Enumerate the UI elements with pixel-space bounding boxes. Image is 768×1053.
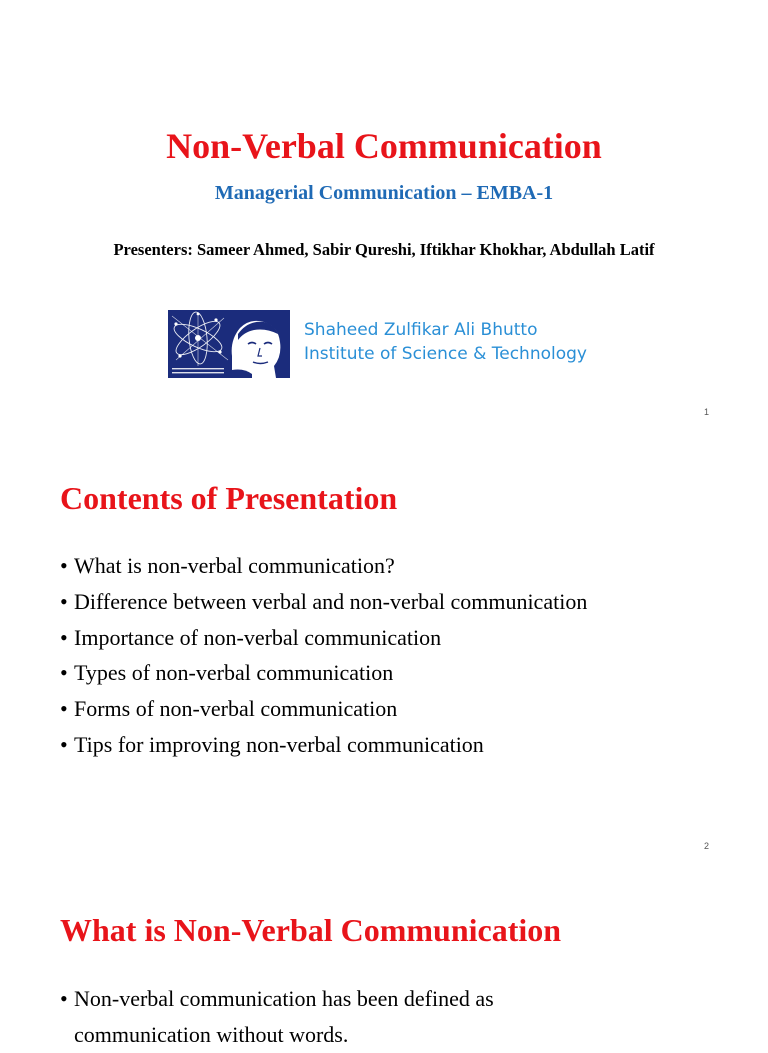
list-item-text: communication without words.: [74, 1021, 349, 1047]
bullet-icon: •: [60, 986, 68, 1011]
szabist-emblem-icon: [168, 310, 290, 378]
slide-3: [0, 864, 768, 1047]
presentation-subtitle: Managerial Communication – EMBA-1: [214, 182, 554, 204]
list-item: [60, 691, 587, 727]
institute-name-line-2: Institute of Science & Technology: [304, 344, 587, 364]
contents-list: [60, 548, 587, 763]
list-item-text: Forms of non-verbal communication: [74, 696, 398, 722]
definition-list: [60, 981, 494, 1053]
list-item-text: Difference between verbal and non-verbal communication: [74, 588, 588, 614]
szabist-logo: [168, 310, 588, 378]
presentation-title: Non-Verbal Communication: [166, 126, 602, 166]
slide-heading: Contents of Presentation: [60, 480, 398, 516]
bullet-icon: •: [60, 731, 68, 757]
list-item: [60, 620, 587, 656]
slide-2: [0, 432, 768, 864]
list-item: [60, 655, 587, 691]
bullet-icon: •: [60, 660, 68, 686]
list-item: [60, 548, 587, 584]
list-item-text: Types of non-verbal communication: [74, 660, 394, 686]
slide-heading: What is Non-Verbal Communication: [60, 912, 562, 948]
presenters-line: Presenters: Sameer Ahmed, Sabir Qureshi, Iftikhar Khokhar, Abdullah Latif: [113, 240, 655, 259]
bullet-icon: •: [60, 553, 68, 578]
slide-1: [0, 0, 768, 432]
institute-name-line-1: Shaheed Zulfikar Ali Bhutto: [304, 320, 538, 340]
bullet-icon: •: [60, 624, 68, 650]
page-number: 1: [703, 407, 709, 417]
list-item: [60, 584, 587, 620]
institute-name: [304, 318, 587, 366]
bullet-icon: •: [60, 696, 68, 722]
list-item: [60, 981, 494, 1017]
bullet-icon: •: [60, 588, 68, 614]
page-number: 2: [703, 841, 709, 851]
list-item-text: Importance of non-verbal communication: [74, 624, 442, 650]
list-item-text: Tips for improving non-verbal communication: [74, 731, 484, 757]
list-item-text: Non-verbal communication has been defined as: [74, 986, 494, 1011]
list-item-text: What is non-verbal communication?: [74, 553, 395, 578]
list-item: [60, 1017, 494, 1053]
list-item: [60, 727, 587, 763]
